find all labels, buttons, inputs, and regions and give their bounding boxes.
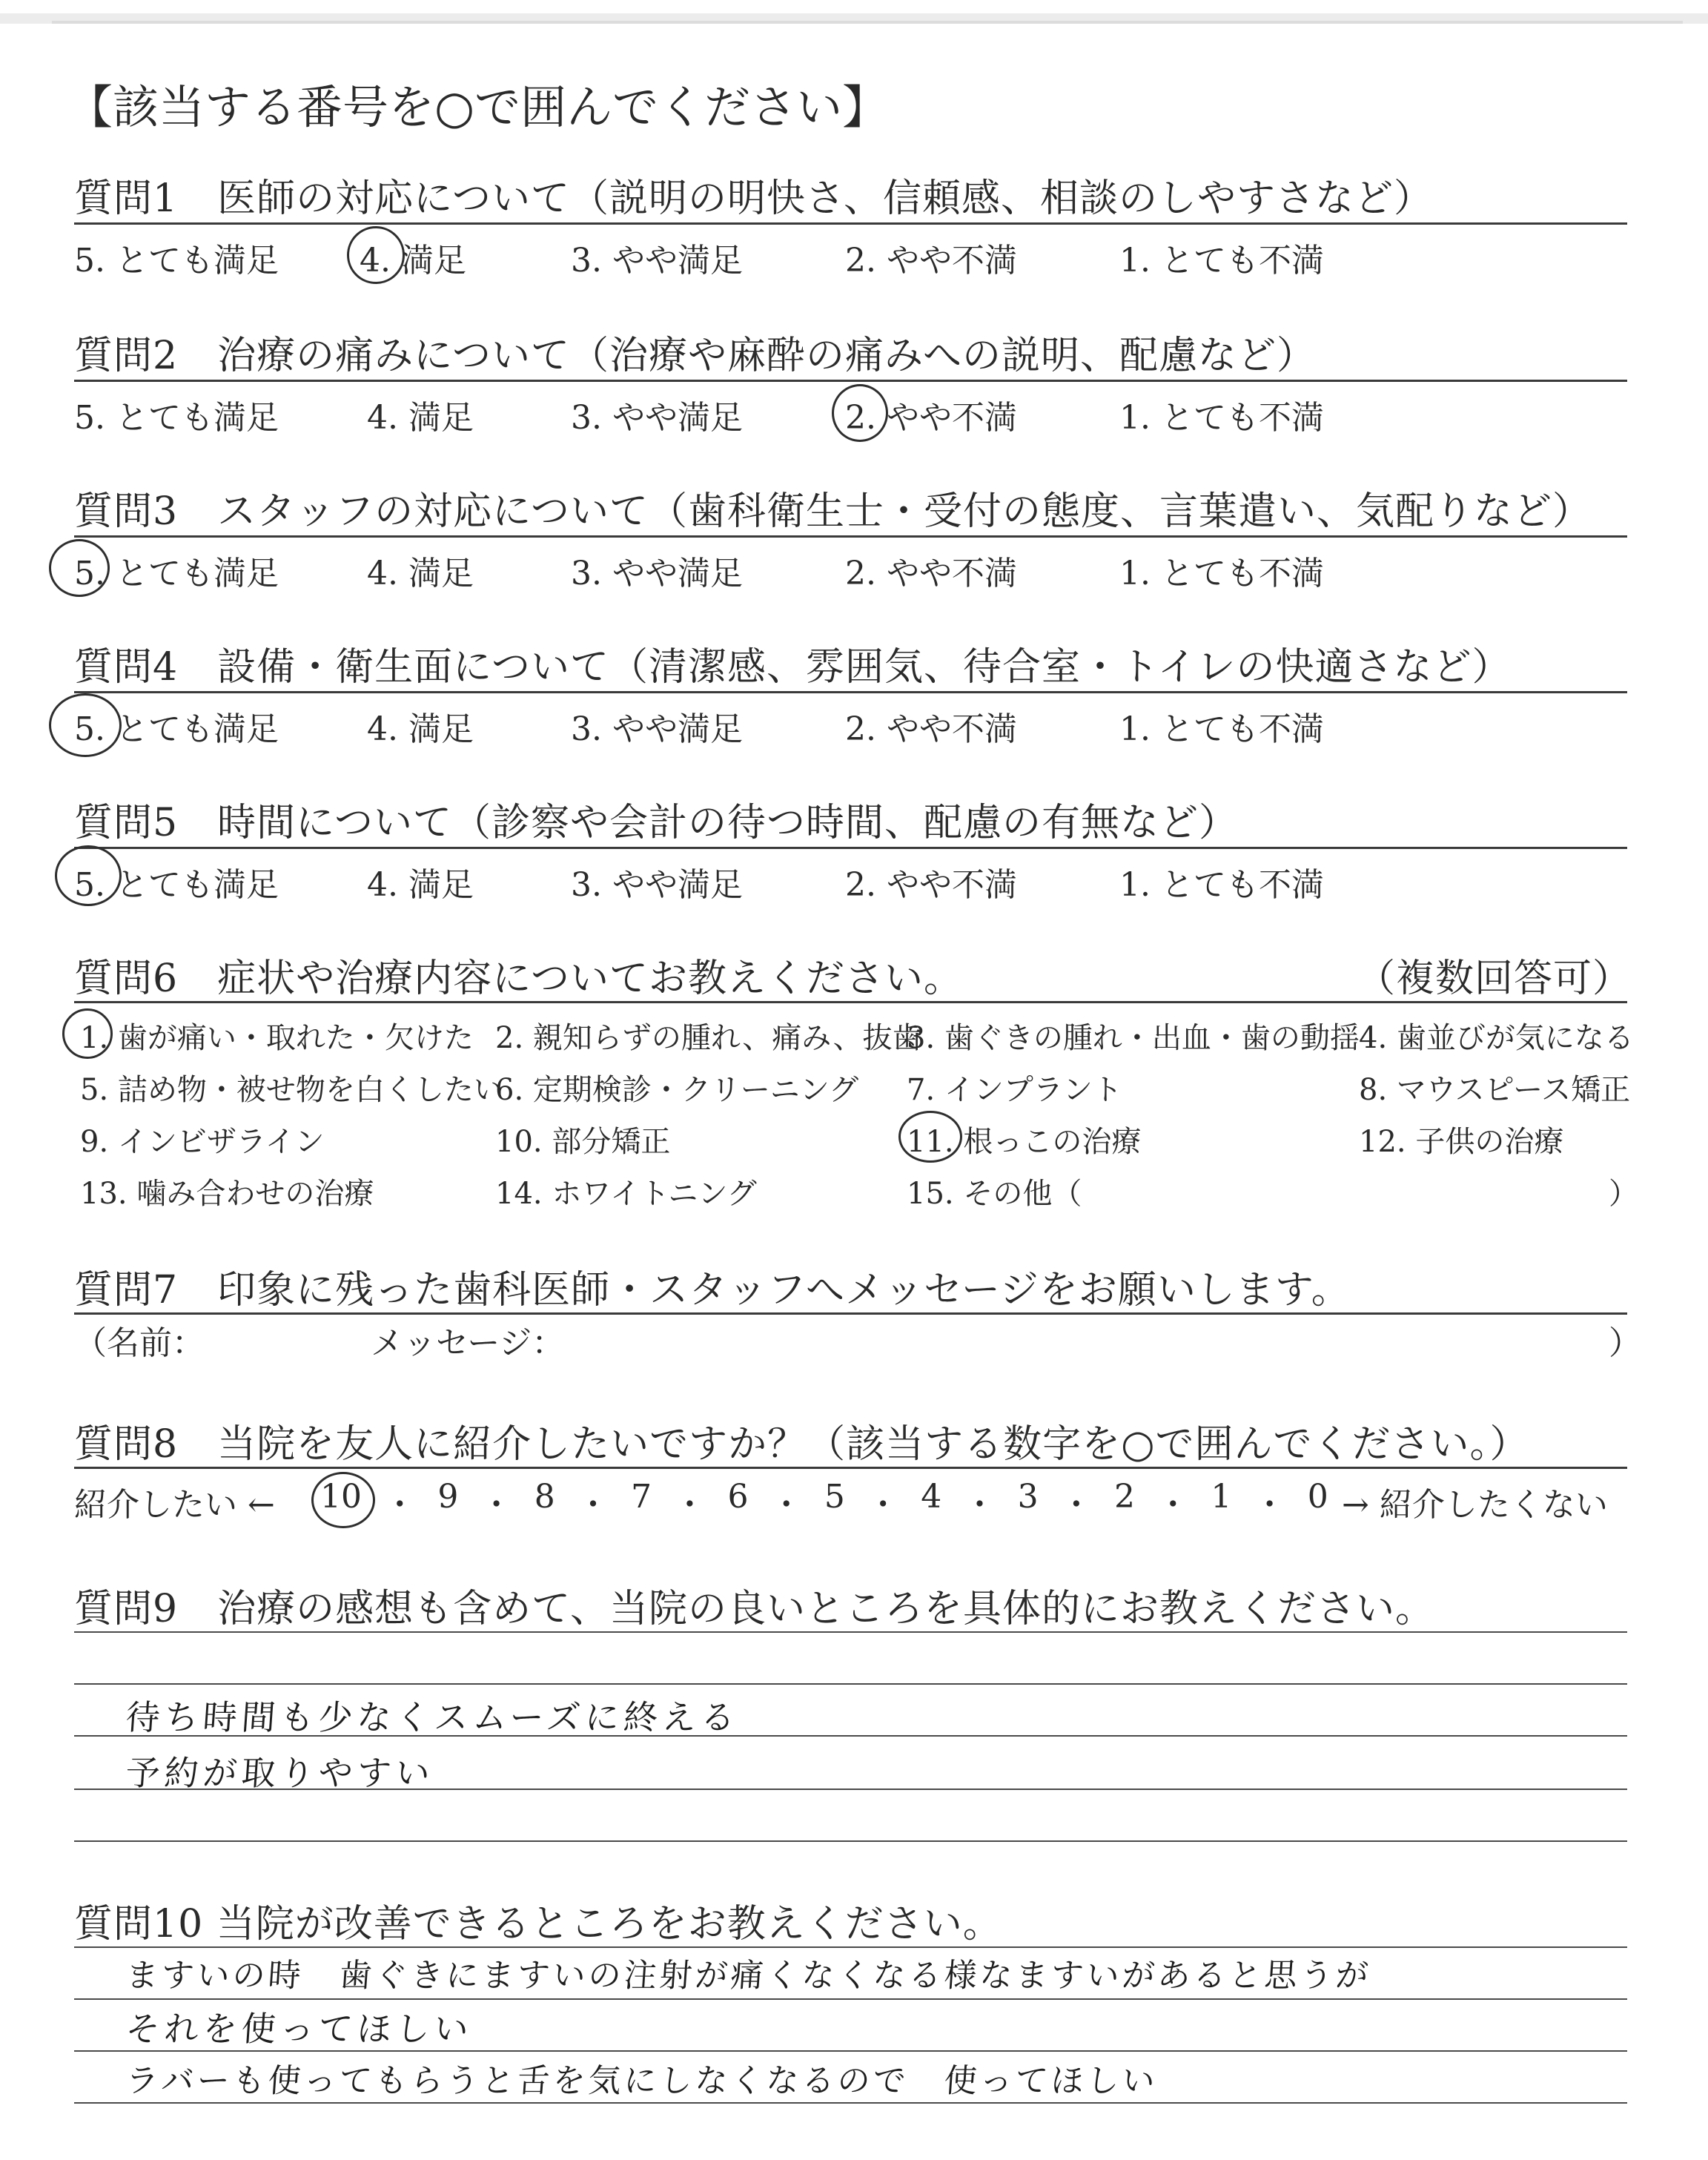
q3-rule: [74, 535, 1627, 538]
q2-option-4[interactable]: 4. 満足: [367, 399, 474, 437]
q8-scale-3[interactable]: 3: [1017, 1478, 1039, 1516]
q8-scale-4[interactable]: 4: [921, 1478, 942, 1516]
q9-answer-line-2: 予約が取りやすい: [124, 1753, 436, 1793]
q8-left-label: 紹介したい ←: [74, 1486, 275, 1524]
q6-item-4[interactable]: 4. 歯並びが気になる: [1359, 1021, 1634, 1055]
q1-option-5[interactable]: 5. とても満足: [74, 242, 279, 280]
q10-answer-line-2: それを使ってほしい: [124, 2009, 474, 2049]
q4-question: 質問4 設備・衛生面について（清潔感、雰囲気、待合室・トイレの快適さなど）: [74, 645, 1512, 690]
q5-answer-circle: [55, 845, 122, 906]
q6-item-3[interactable]: 3. 歯ぐきの腫れ・出血・歯の動揺: [907, 1021, 1360, 1055]
q9-rule-2: [74, 1683, 1627, 1685]
q10-answer-line-1: ますいの時 歯ぐきにますいの注射が痛くなくなる様なますいがあると思うが: [124, 1957, 1373, 1995]
q5-option-1[interactable]: 1. とても不満: [1119, 866, 1324, 904]
q5-option-5[interactable]: 5. とても満足: [74, 866, 279, 904]
q3-answer-circle: [49, 539, 110, 597]
form-header: 【該当する番号を○で囲んでください】: [67, 80, 889, 134]
q7-rule: [74, 1312, 1627, 1315]
q8-scale-7[interactable]: 7: [631, 1478, 652, 1516]
q6-item-8[interactable]: 8. マウスピース矯正: [1359, 1073, 1631, 1107]
q3-option-1[interactable]: 1. とても不満: [1119, 555, 1324, 592]
q8-sep: ・: [1156, 1486, 1190, 1524]
q1-rule: [74, 222, 1627, 225]
q6-item-13[interactable]: 13. 噛み合わせの治療: [80, 1177, 374, 1211]
q4-option-3[interactable]: 3. やや満足: [571, 710, 743, 748]
q6-item-6[interactable]: 6. 定期検診・クリーニング: [495, 1073, 859, 1107]
q8-sep: ・: [769, 1486, 803, 1524]
q8-sep: ・: [963, 1486, 996, 1524]
q4-option-4[interactable]: 4. 満足: [367, 710, 474, 748]
q1-question: 質問1 医師の対応について（説明の明快さ、信頼感、相談のしやすさなど）: [74, 176, 1433, 221]
q3-option-4[interactable]: 4. 満足: [367, 555, 474, 592]
q8-scale-10[interactable]: 10: [320, 1478, 362, 1516]
q8-scale: [320, 1478, 1328, 1525]
q6-item-11[interactable]: 11. 根っこの治療: [907, 1125, 1142, 1159]
q2-rule: [74, 380, 1627, 382]
q9-rule-5: [74, 1840, 1627, 1842]
q1-option-2[interactable]: 2. やや不満: [845, 242, 1017, 280]
q8-sep: ・: [576, 1486, 609, 1524]
q8-sep: ・: [1253, 1486, 1286, 1524]
q5-option-2[interactable]: 2. やや不満: [845, 866, 1017, 904]
q1-option-4[interactable]: 4. 満足: [360, 242, 466, 280]
q2-option-2[interactable]: 2. やや不満: [845, 399, 1017, 437]
q3-question: 質問3 スタッフの対応について（歯科衛生士・受付の態度、言葉遣い、気配りなど）: [74, 489, 1592, 534]
q8-sep: ・: [480, 1486, 513, 1524]
q8-rule: [74, 1467, 1627, 1469]
q3-option-3[interactable]: 3. やや満足: [571, 555, 743, 592]
q9-rule-1: [74, 1631, 1627, 1633]
q6-multiple-note: （複数回答可）: [1357, 957, 1632, 1001]
q8-sep: ・: [867, 1486, 900, 1524]
q8-answer-circle: [311, 1472, 375, 1528]
q7-question: 質問7 印象に残った歯科医師・スタッフへメッセージをお願いします。: [74, 1268, 1351, 1312]
q9-answer-line-1: 待ち時間も少なくスムーズに終える: [124, 1697, 741, 1737]
q10-answer-line-3: ラバーも使ってもらうと舌を気にしなくなるので 使ってほしい: [124, 2062, 1159, 2100]
q2-answer-circle: [832, 384, 888, 442]
q8-right-label: → 紹介したくない: [1342, 1486, 1608, 1524]
q6-item-7[interactable]: 7. インプラント: [907, 1073, 1122, 1107]
q2-question: 質問2 治療の痛みについて（治療や麻酔の痛みへの説明、配慮など）: [74, 334, 1317, 378]
q8-scale-8[interactable]: 8: [534, 1478, 555, 1516]
q6-question: 質問6 症状や治療内容についてお教えください。: [74, 957, 964, 1001]
q7-name-label: （名前：: [74, 1324, 205, 1362]
q10-rule-4: [74, 2102, 1627, 2104]
q1-option-3[interactable]: 3. やや満足: [571, 242, 743, 280]
q8-scale-0[interactable]: 0: [1307, 1478, 1328, 1516]
q4-option-2[interactable]: 2. やや不満: [845, 710, 1017, 748]
q10-question: 質問10 当院が改善できるところをお教えください。: [74, 1902, 1002, 1946]
q8-sep: ・: [673, 1486, 706, 1524]
q6-item-14[interactable]: 14. ホワイトニング: [495, 1177, 757, 1211]
q5-question: 質問5 時間について（診察や会計の待つ時間、配慮の有無など）: [74, 801, 1239, 845]
q10-rule-2: [74, 1998, 1627, 2000]
q7-close-paren: ）: [1609, 1324, 1641, 1362]
q6-answer-circle-11: [898, 1111, 962, 1163]
q6-item-12[interactable]: 12. 子供の治療: [1359, 1125, 1564, 1159]
q10-rule-1: [74, 1946, 1627, 1948]
q5-option-3[interactable]: 3. やや満足: [571, 866, 743, 904]
q6-item-5[interactable]: 5. 詰め物・被せ物を白くしたい: [80, 1073, 503, 1107]
q6-answer-circle-1: [62, 1008, 113, 1059]
q2-option-1[interactable]: 1. とても不満: [1119, 399, 1324, 437]
q3-option-2[interactable]: 2. やや不満: [845, 555, 1017, 592]
q6-item-9[interactable]: 9. インビザライン: [80, 1125, 325, 1159]
q8-sep: ・: [383, 1486, 417, 1524]
q5-rule: [74, 847, 1627, 849]
q4-option-5[interactable]: 5. とても満足: [74, 710, 279, 748]
q2-option-3[interactable]: 3. やや満足: [571, 399, 743, 437]
q6-item-15-close: ）: [1609, 1177, 1638, 1211]
q8-scale-9[interactable]: 9: [437, 1478, 459, 1516]
q6-item-1[interactable]: 1. 歯が痛い・取れた・欠けた: [80, 1021, 474, 1055]
q8-sep: ・: [1059, 1486, 1093, 1524]
q8-scale-6[interactable]: 6: [727, 1478, 749, 1516]
q8-question: 質問8 当院を友人に紹介したいですか？（該当する数字を○で囲んでください。）: [74, 1422, 1529, 1467]
page-top-edge-line: [52, 21, 1683, 24]
q6-rule: [74, 1001, 1627, 1003]
q2-option-5[interactable]: 5. とても満足: [74, 399, 279, 437]
q1-option-1[interactable]: 1. とても不満: [1119, 242, 1324, 280]
q8-scale-5[interactable]: 5: [824, 1478, 845, 1516]
q4-answer-circle: [49, 693, 122, 757]
q8-scale-1[interactable]: 1: [1211, 1478, 1232, 1516]
q6-item-15[interactable]: 15. その他（: [907, 1177, 1082, 1211]
q3-option-5[interactable]: 5. とても満足: [74, 555, 279, 592]
q6-item-2[interactable]: 2. 親知らずの腫れ、痛み、抜歯: [495, 1021, 922, 1055]
q5-option-4[interactable]: 4. 満足: [367, 866, 474, 904]
q1-answer-circle: [347, 226, 405, 284]
q7-message-label: メッセージ：: [371, 1324, 565, 1362]
q4-option-1[interactable]: 1. とても不満: [1119, 710, 1324, 748]
q4-rule: [74, 691, 1627, 693]
q9-question: 質問9 治療の感想も含めて、当院の良いところを具体的にお教えください。: [74, 1587, 1435, 1631]
q8-scale-2[interactable]: 2: [1114, 1478, 1135, 1516]
q6-item-10[interactable]: 10. 部分矯正: [495, 1125, 671, 1159]
